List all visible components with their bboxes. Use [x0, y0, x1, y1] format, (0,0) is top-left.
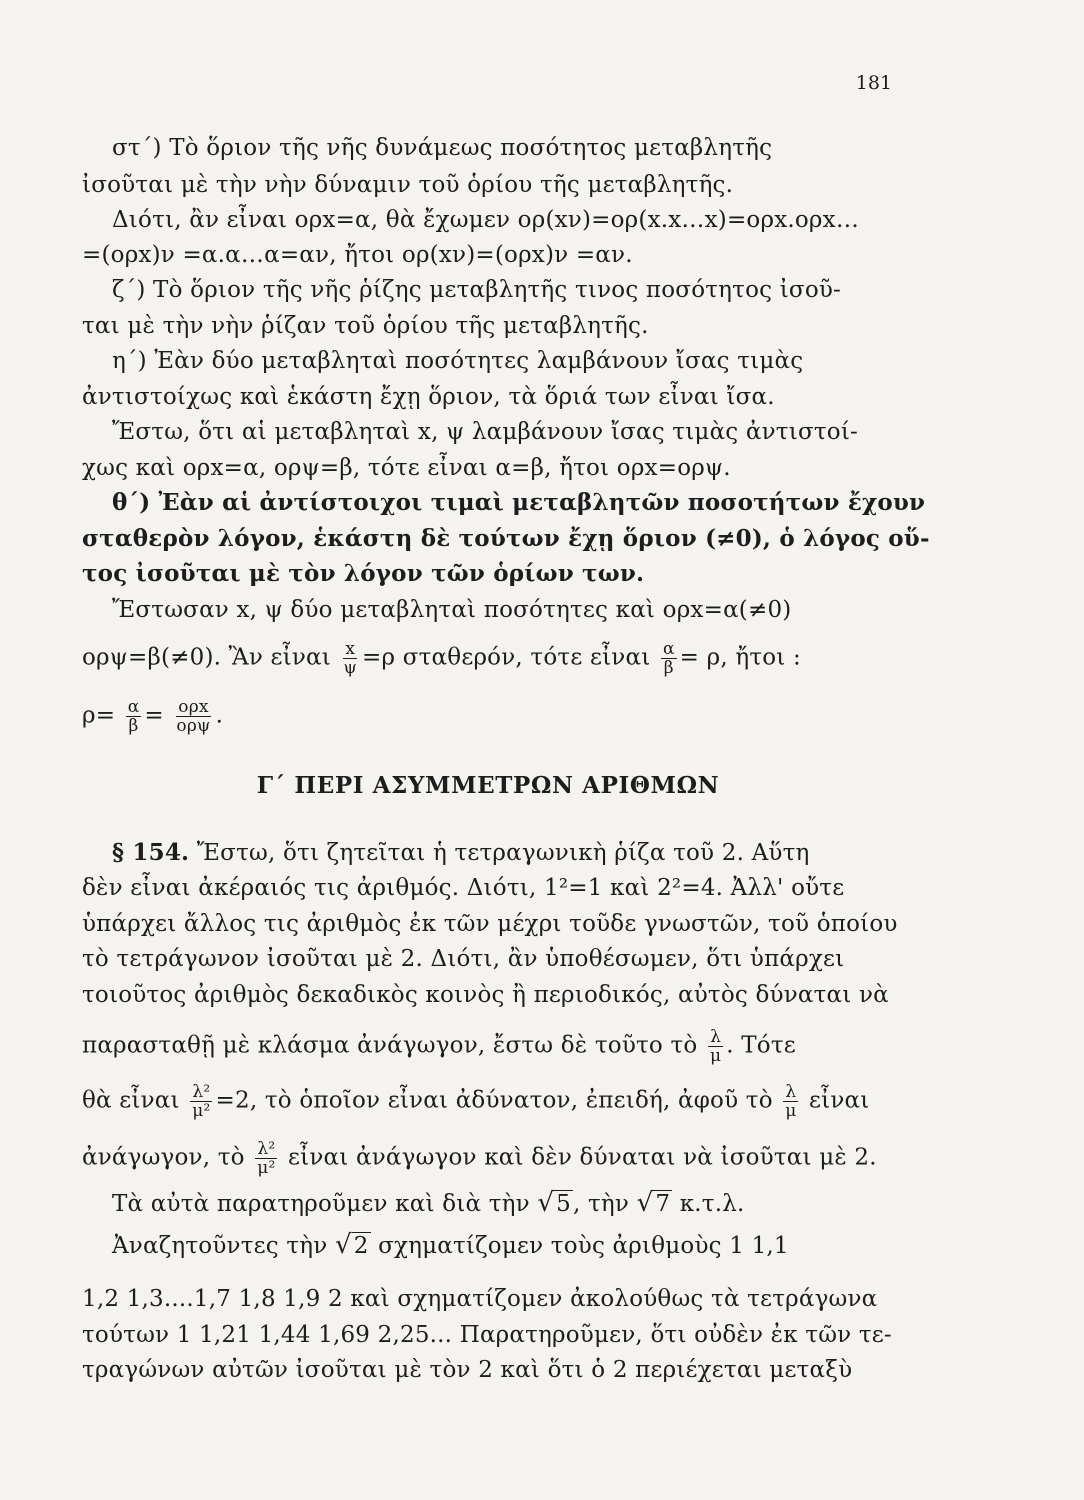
rule-st-proof-line-2: =(ορx)ν =α.α…α=αν, ἤτοι ορ(xν)=(ορx)ν =αν.: [82, 242, 633, 268]
section-154-line-4: τὸ τετράγωνον ἰσοῦται μὲ 2. Διότι, ἂν ὑποθέσωμεν, ὅτι ὑπάρχει: [82, 946, 845, 972]
rule-st-line-2: ἰσοῦται μὲ τὴν νὴν δύναμιν τοῦ ὁρίου τῆς μεταβλητῆς.: [82, 172, 734, 198]
section-154-line-10: [112, 1230, 894, 1261]
rule-theta-line-3: τος ἰσοῦται μὲ τὸν λόγον τῶν ὁρίων των.: [82, 560, 645, 587]
rule-theta-formula: [82, 698, 894, 735]
text-segment: θὰ εἶναι: [82, 1087, 180, 1114]
rule-z-line-2: ται μὲ τὴν νὴν ῥίζαν τοῦ ὁρίου τῆς μεταβλητῆς.: [82, 313, 649, 339]
text-segment: κ.τ.λ.: [679, 1191, 745, 1217]
text-segment: =2, τὸ ὁποῖον εἶναι ἀδύνατον, ἐπειδή, ἀφοῦ τὸ: [215, 1087, 773, 1114]
text-segment: =ρ σταθερόν, τότε εἶναι: [362, 644, 651, 671]
rule-eta-line-2: ἀντιστοίχως καὶ ἑκάστη ἔχῃ ὅριον, τὰ ὅριά των εἶναι ἴσα.: [82, 384, 775, 410]
text-segment: παρασταθῇ μὲ κλάσμα ἀνάγωγον, ἔστω δὲ τοῦτο τὸ: [82, 1032, 698, 1059]
rule-eta-line-1: η΄) Ἐὰν δύο μεταβληταὶ ποσότητες λαμβάνουν ἴσας τιμὰς: [112, 348, 804, 374]
section-154-line-7: [82, 1083, 894, 1120]
section-154-line-11: 1,2 1,3....1,7 1,8 1,9 2 καὶ σχηματίζομεν ἀκολούθως τὰ τετράγωνα: [82, 1286, 878, 1312]
section-154-line-1: [112, 838, 894, 868]
rule-theta-proof-line-1: Ἔστωσαν x, ψ δύο μεταβληταὶ ποσότητες καὶ ορx=α(≠0): [112, 597, 792, 623]
fraction-orx-over-orpsi: $\frac{\text{ορx}}{\text{ορψ}}$: [176, 697, 211, 736]
text-segment: Ἔστω, ὅτι ζητεῖται ἡ τετραγωνικὴ ῥίζα τοῦ 2. Αὕτη: [196, 840, 810, 866]
section-154-line-9: [112, 1188, 894, 1219]
text-segment: εἶναι: [809, 1087, 870, 1114]
rule-theta-line-1: θ΄) Ἐὰν αἱ ἀντίστοιχοι τιμαὶ μεταβλητῶν ποσοτήτων ἔχουν: [112, 489, 926, 516]
section-154-line-12: τούτων 1 1,21 1,44 1,69 2,25... Παρατηροῦμεν, ὅτι οὐδὲν ἐκ τῶν τε-: [82, 1322, 892, 1348]
text-segment: . Τότε: [726, 1032, 796, 1059]
section-154-line-6: [82, 1028, 894, 1065]
text-segment: Ἀναζητοῦντες τὴν: [112, 1233, 328, 1259]
fraction-lambda-over-mu: $\frac{\lambda}{\mu}$: [709, 1027, 722, 1066]
section-number: § 154.: [112, 839, 190, 866]
rule-st-proof-line-1: Διότι, ἂν εἶναι ορx=α, θὰ ἔχωμεν ορ(xν)=ορ(x.x…x)=ορx.ορx…: [112, 207, 860, 233]
fraction-alpha-over-beta: $\frac{\alpha}{\beta}$: [127, 697, 140, 736]
text-segment: , τὴν: [572, 1191, 630, 1217]
fraction-lambda2-over-mu2: $\frac{\text{λ²}}{\text{μ²}}$: [192, 1082, 211, 1121]
sqrt-2: √2: [334, 1230, 369, 1260]
section-154-line-2: δὲν εἶναι ἀκέραιός τις ἀριθμός. Διότι, 1²=1 καὶ 2²=4. Ἀλλ' οὔτε: [82, 875, 845, 901]
fraction-x-over-psi: $\frac{x}{\psi}$: [343, 639, 358, 678]
fraction-lambda2-over-mu2: $\frac{\text{λ²}}{\text{μ²}}$: [257, 1139, 276, 1178]
section-154-line-8: [82, 1140, 894, 1177]
text-segment: σχηματίζομεν τοὺς ἀριθμοὺς 1 1,1: [378, 1233, 789, 1259]
text-segment: = ρ, ἤτοι :: [679, 644, 801, 671]
sqrt-7: √7: [636, 1188, 671, 1218]
text-segment: εἶναι ἀνάγωγον καὶ δὲν δύναται νὰ ἰσοῦται μὲ 2.: [288, 1144, 877, 1171]
text-segment: ορψ=β(≠0). Ἂν εἶναι: [82, 644, 331, 671]
sqrt-5: √5: [537, 1188, 571, 1218]
rule-st-line-1: στ΄) Τὸ ὅριον τῆς νῆς δυνάμεως ποσότητος μεταβλητῆς: [112, 135, 773, 161]
text-segment: Τὰ αὐτὰ παρατηροῦμεν καὶ διὰ τὴν: [112, 1191, 530, 1217]
section-154-line-3: ὑπάρχει ἄλλος τις ἀριθμὸς ἐκ τῶν μέχρι τοῦδε γνωστῶν, τοῦ ὁποίου: [82, 911, 898, 937]
section-154-line-13: τραγώνων αὐτῶν ἰσοῦται μὲ τὸν 2 καὶ ὅτι ὁ 2 περιέχεται μεταξὺ: [82, 1357, 853, 1383]
page-number: 181: [855, 72, 892, 94]
rule-eta-proof-line-1: Ἔστω, ὅτι αἱ μεταβληταὶ x, ψ λαμβάνουν ἴσας τιμὰς ἀντιστοί-: [112, 419, 859, 445]
section-heading: Γ΄ ΠΕΡΙ ΑΣΥΜΜΕΤΡΩΝ ΑΡΙΘΜΩΝ: [256, 772, 720, 799]
section-154-line-5: τοιοῦτος ἀριθμὸς δεκαδικὸς κοινὸς ἢ περιοδικός, αὐτὸς δύναται νὰ: [82, 982, 889, 1008]
text-segment: ρ=: [82, 702, 116, 729]
fraction-alpha-over-beta: $\frac{\alpha}{\beta}$: [662, 639, 675, 678]
text-segment: =: [144, 702, 164, 729]
text-segment: .: [215, 702, 224, 729]
fraction-lambda-over-mu: $\frac{\lambda}{\mu}$: [785, 1082, 797, 1121]
rule-eta-proof-line-2: χως καὶ ορx=α, ορψ=β, τότε εἶναι α=β, ἤτοι ορx=ορψ.: [82, 455, 731, 481]
rule-z-line-1: ζ΄) Τὸ ὅριον τῆς νῆς ῥίζης μεταβλητῆς τινος ποσότητος ἰσοῦ-: [112, 277, 842, 303]
text-segment: ἀνάγωγον, τὸ: [82, 1144, 245, 1171]
rule-theta-line-2: σταθερὸν λόγον, ἑκάστη δὲ τούτων ἔχῃ ὅριον (≠0), ὁ λόγος οὕ-: [82, 525, 930, 552]
rule-theta-proof-line-2: [82, 640, 894, 677]
